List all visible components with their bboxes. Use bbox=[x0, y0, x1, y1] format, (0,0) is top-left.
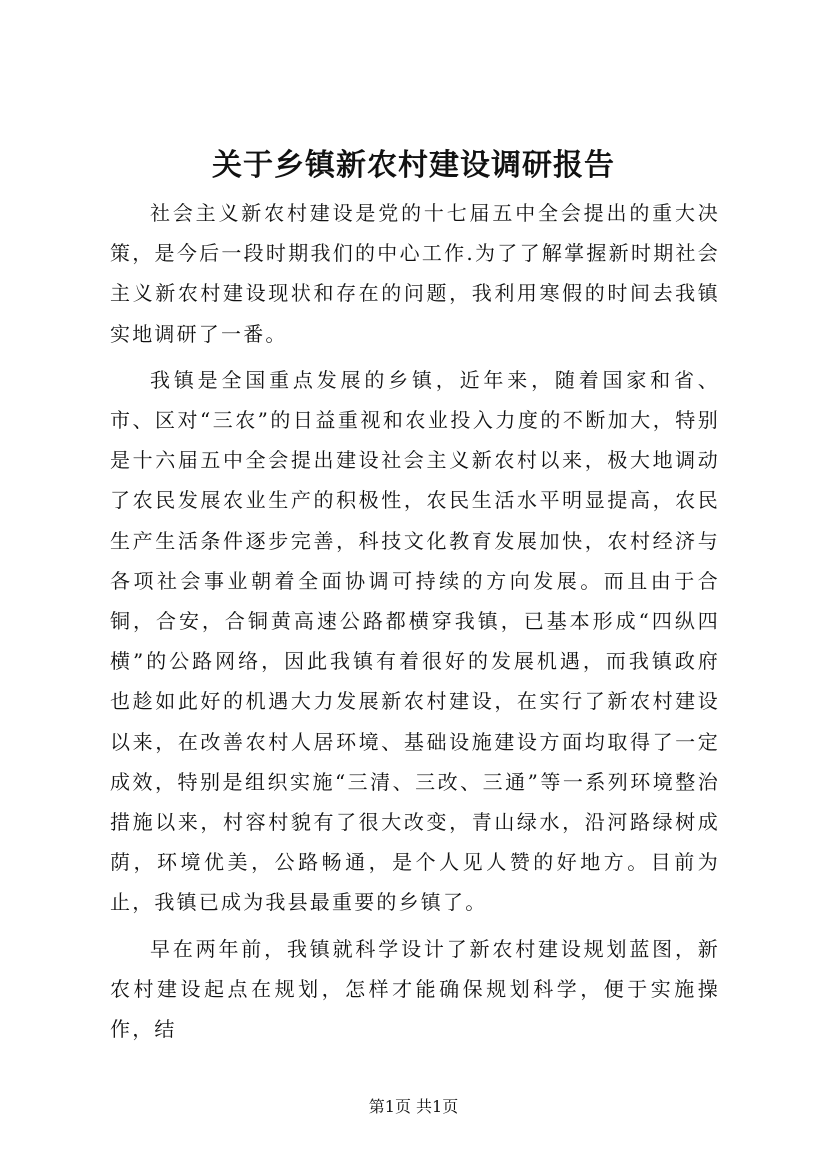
paragraph-1: 社会主义新农村建设是党的十七届五中全会提出的重大决策，是今后一段时期我们的中心工作.为了了解掌握新时期社会主义新农村建设现状和存在的问题，我利用寒假的时间去我镇实地调研了一番。 bbox=[110, 201, 720, 346]
paragraph-3: 早在两年前，我镇就科学设计了新农村建设规划蓝图，新农村建设起点在规划，怎样才能确保规划科学，便于实施操作，结 bbox=[110, 936, 720, 1042]
page-footer: 第1页 共1页 bbox=[368, 1097, 459, 1116]
document-title: 关于乡镇新农村建设调研报告 bbox=[212, 148, 615, 183]
paragraph-2: 我镇是全国重点发展的乡镇，近年来，随着国家和省、市、区对“三农”的日益重视和农业投入力度的不断加大，特别是十六届五中全会提出建设社会主义新农村以来，极大地调动了农民发展农业生产的积极性，农民生活水平明显提高，农民生产生活条件逐步完善，科技文化教育发展加快，农村经济与各项社会事业朝着全面协调可持续的方向发展。而且由于合铜，合安，合铜黄高速公路都横穿我镇，已基本形成“四纵四横”的公路网络，因此我镇有着很好的发展机遇，而我镇政府也趁如此好的机遇大力发展新农村建设，在实行了新农村建设以来，在改善农村人居环境、基础设施建设方面均取得了一定成效，特别是组织实施“三清、三改、三通”等一系列环境整治措施以来，村容村貌有了很大改变，青山绿水，沿河路绿树成荫，环境优美，公路畅通，是个人见人赞的好地方。目前为止，我镇已成为我县最重要的乡镇了。 bbox=[110, 367, 720, 915]
document-body bbox=[110, 193, 720, 1055]
